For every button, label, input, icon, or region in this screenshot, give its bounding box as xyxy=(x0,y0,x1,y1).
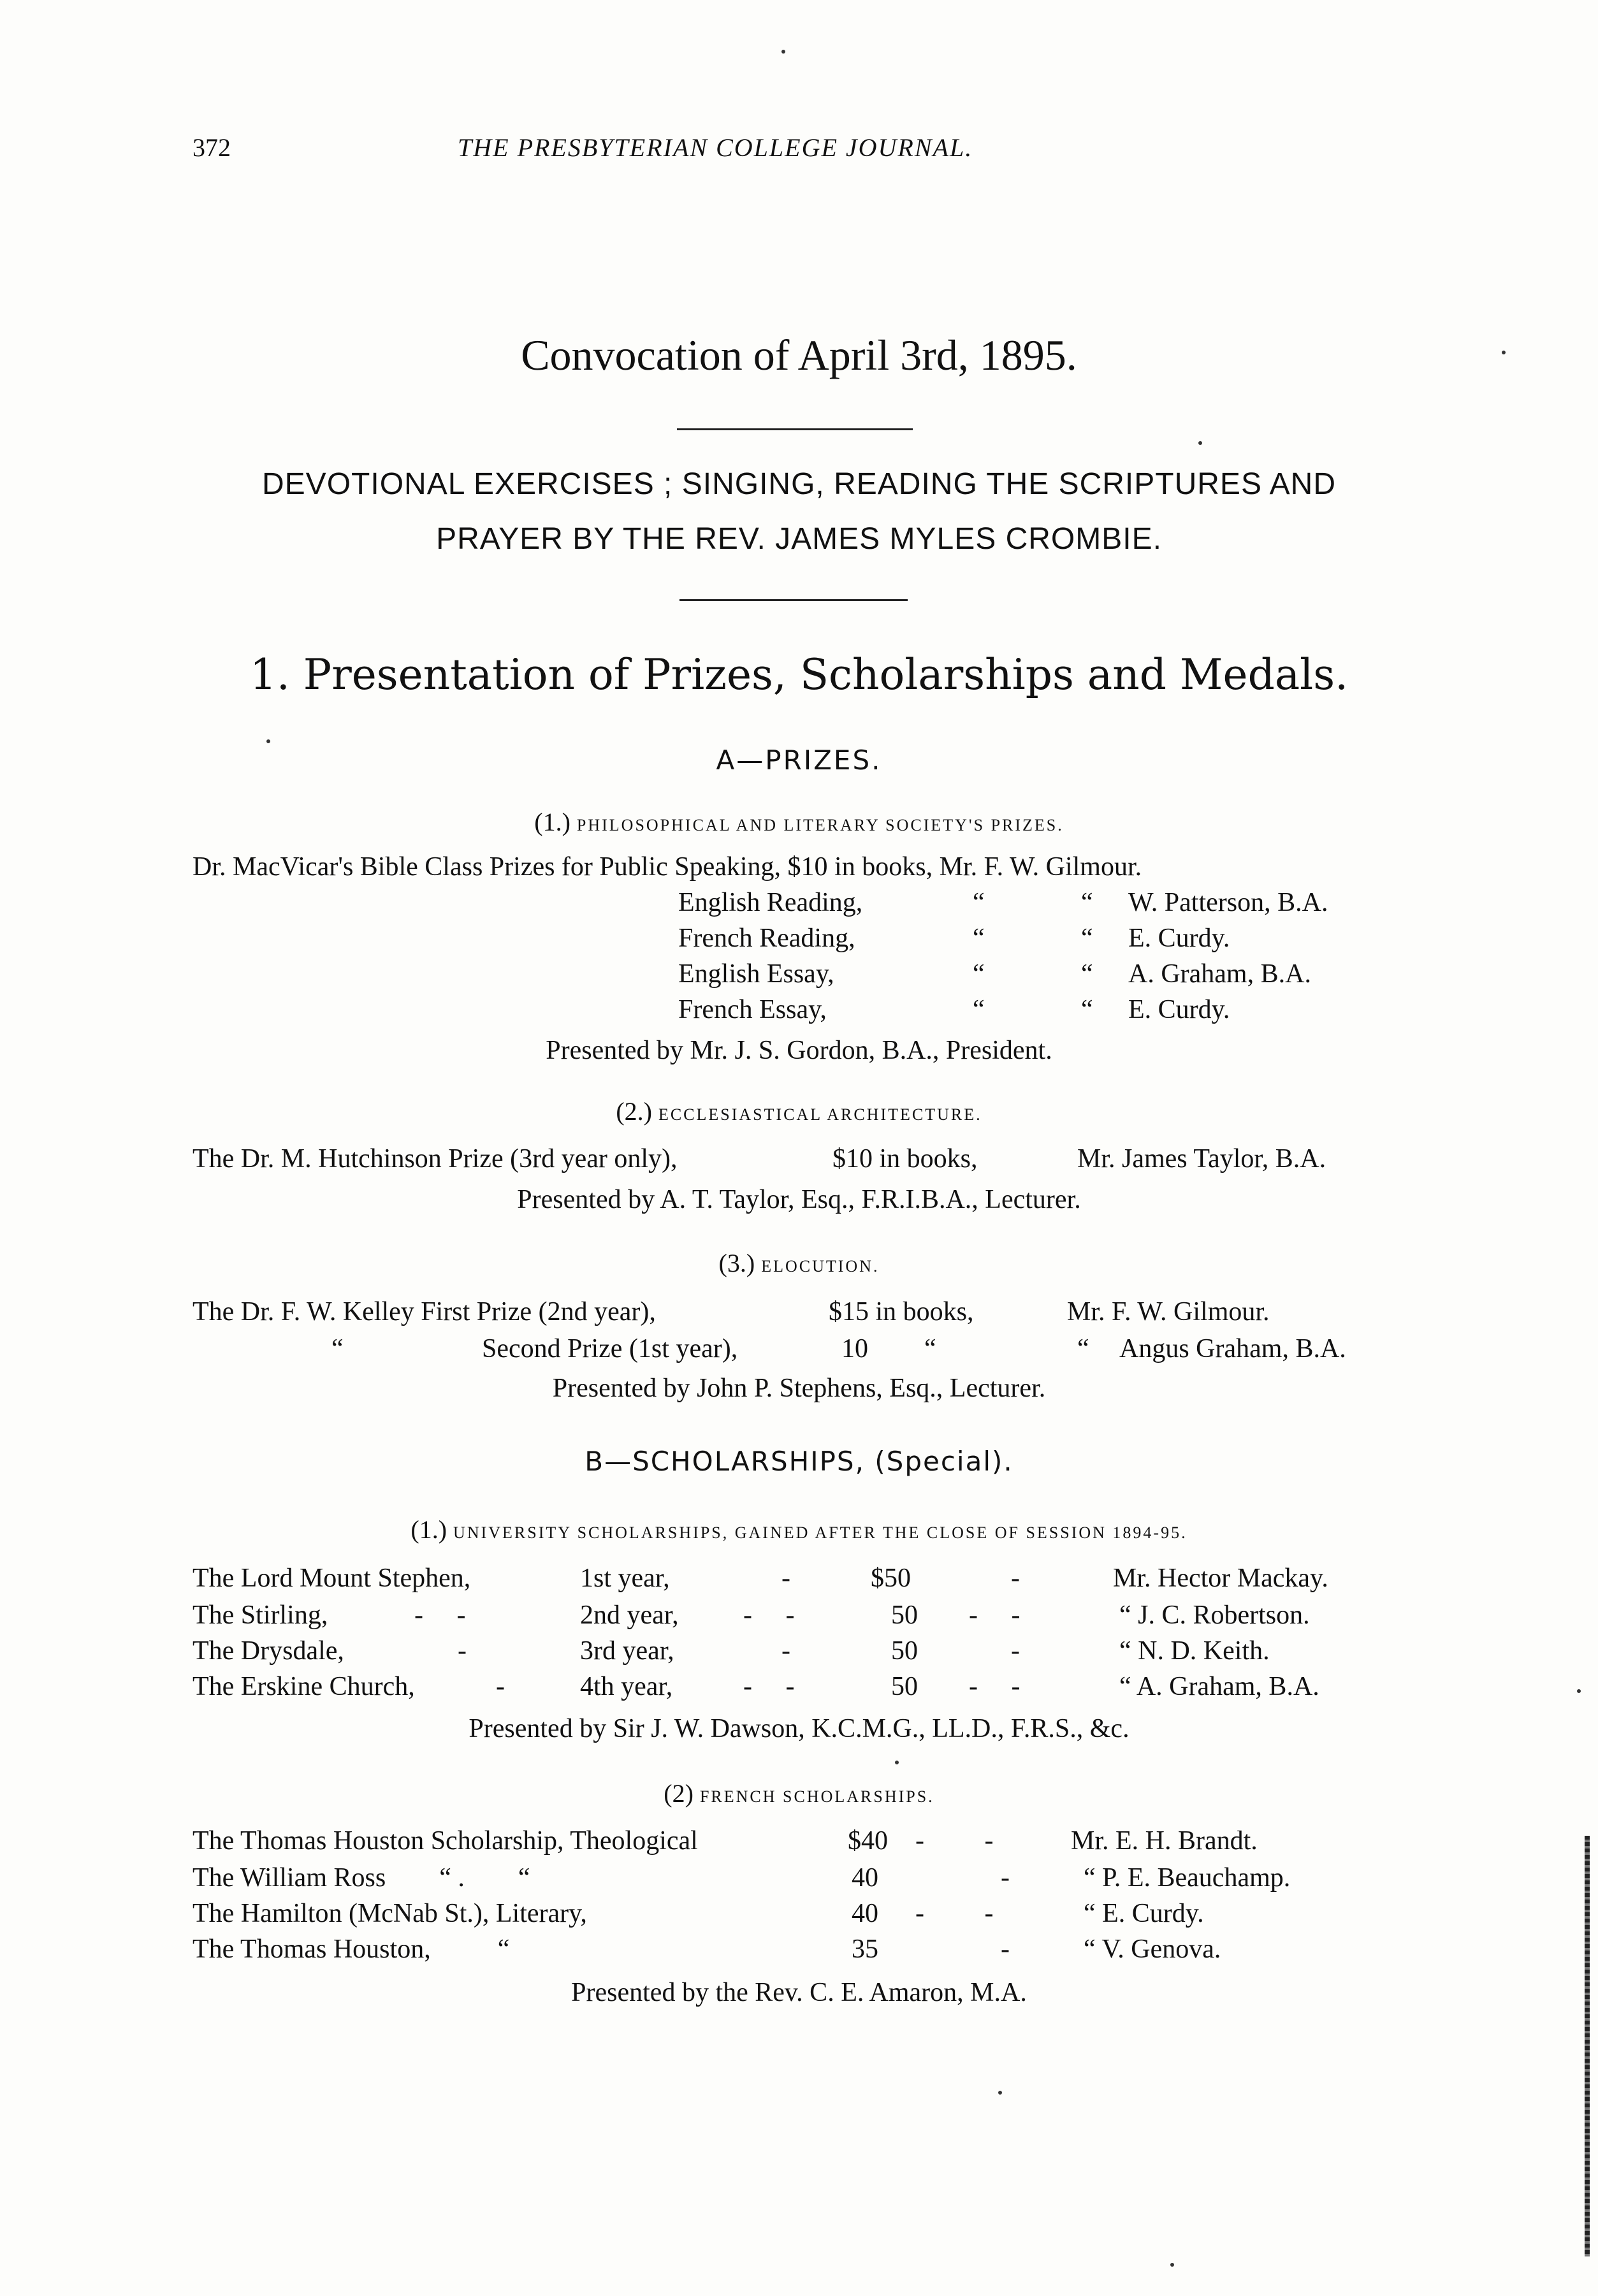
scholarship-year: 1st year, xyxy=(580,1564,670,1593)
prizes-heading: A—PRIZES. xyxy=(716,745,882,776)
ditto-mark: “ xyxy=(973,924,985,953)
scholarship-amount: 50 xyxy=(891,1672,918,1701)
prize-winner: W. Patterson, B.A. xyxy=(1128,888,1328,917)
subsection-number: (2.) xyxy=(616,1097,652,1126)
scholarship-winner: Mr. E. H. Brandt. xyxy=(1071,1826,1258,1856)
subsection-french xyxy=(0,1778,1598,1808)
ditto-mark: “ xyxy=(1081,924,1093,953)
prize-winner: E. Curdy. xyxy=(1128,995,1230,1024)
subsection-title: PHILOSOPHICAL AND LITERARY SOCIETY'S PRIZES. xyxy=(576,816,1064,834)
subsection-number: (1.) xyxy=(534,808,570,836)
devotional-line-2: PRAYER BY THE REV. JAMES MYLES CROMBIE. xyxy=(436,522,1162,556)
subsection-ecclesiastical xyxy=(0,1096,1598,1126)
scan-speck xyxy=(895,1761,899,1764)
presented-by: Presented by Sir J. W. Dawson, K.C.M.G., LL.D., F.R.S., &c. xyxy=(469,1714,1129,1743)
scan-speck xyxy=(781,50,785,54)
section-heading: 1. Presentation of Prizes, Scholarships and Medals. xyxy=(249,650,1349,699)
prize-name: The Dr. F. W. Kelley First Prize (2nd year), xyxy=(192,1297,656,1326)
scholarship-name: The Lord Mount Stephen, xyxy=(192,1564,471,1593)
binding-edge xyxy=(1585,1836,1590,2256)
scholarships-heading: B—SCHOLARSHIPS, (Special). xyxy=(585,1446,1013,1477)
leader-dash: - xyxy=(1011,1636,1020,1666)
scholarship-amount: 35 xyxy=(852,1935,878,1964)
subsection-title: ELOCUTION. xyxy=(761,1257,880,1275)
leader-dash: - - xyxy=(743,1672,795,1701)
scholarship-name: The Stirling, xyxy=(192,1601,328,1630)
prize-name: The Dr. M. Hutchinson Prize (3rd year only), xyxy=(192,1144,678,1173)
presented-by: Presented by Mr. J. S. Gordon, B.A., President. xyxy=(546,1036,1052,1065)
scholarship-amount: 40 xyxy=(852,1863,878,1893)
subsection-elocution xyxy=(0,1248,1598,1278)
subsection-title: FRENCH SCHOLARSHIPS. xyxy=(699,1787,934,1806)
leader-dash: - xyxy=(1001,1863,1010,1893)
scan-speck xyxy=(1502,351,1506,354)
leader-dash: - xyxy=(781,1636,790,1666)
scholarship-year: 3rd year, xyxy=(580,1636,674,1666)
divider xyxy=(677,428,913,430)
prize-subject: French Essay, xyxy=(678,995,827,1024)
scholarship-winner: “ J. C. Robertson. xyxy=(1119,1601,1310,1630)
subsection-title: UNIVERSITY SCHOLARSHIPS, GAINED AFTER THE CLOSE OF SESSION 1894-95. xyxy=(453,1523,1188,1542)
prize-name: Second Prize (1st year), xyxy=(482,1334,738,1363)
scan-speck xyxy=(1577,1689,1581,1693)
scan-speck xyxy=(998,2091,1002,2095)
prize-winner: Angus Graham, B.A. xyxy=(1119,1334,1346,1363)
scholarship-name: The Thomas Houston Scholarship, Theological xyxy=(192,1826,698,1856)
scholarship-winner: “ N. D. Keith. xyxy=(1119,1636,1270,1666)
prize-subject: French Reading, xyxy=(678,924,855,953)
scholarship-winner: “ E. Curdy. xyxy=(1084,1899,1204,1928)
subsection-number: (1.) xyxy=(410,1515,447,1544)
leader-dash: - xyxy=(496,1672,505,1701)
scholarship-amount: $50 xyxy=(871,1564,911,1593)
scholarship-winner: Mr. Hector Mackay. xyxy=(1113,1564,1328,1593)
scholarship-winner: “ P. E. Beauchamp. xyxy=(1084,1863,1291,1893)
ditto-mark: “ xyxy=(973,995,985,1024)
ditto-mark: “ xyxy=(924,1334,936,1363)
leader-dash: - xyxy=(458,1636,467,1666)
subsection-title: ECCLESIASTICAL ARCHITECTURE. xyxy=(658,1105,982,1124)
prize-winner: A. Graham, B.A. xyxy=(1128,959,1311,989)
leader-dash: - - xyxy=(969,1601,1021,1630)
ditto-mark: “ xyxy=(331,1334,344,1363)
prize-winner: Mr. F. W. Gilmour. xyxy=(1067,1297,1270,1326)
subsection-number: (3.) xyxy=(718,1249,755,1277)
scan-speck xyxy=(266,739,270,743)
prize-winner: E. Curdy. xyxy=(1128,924,1230,953)
ditto-mark: “ xyxy=(1081,995,1093,1024)
scholarship-amount: $40 xyxy=(848,1826,888,1856)
scholarship-year: 4th year, xyxy=(580,1672,673,1701)
bible-class-intro: Dr. MacVicar's Bible Class Prizes for Public Speaking, $10 in books, Mr. F. W. Gilmour. xyxy=(192,852,1142,882)
running-title: THE PRESBYTERIAN COLLEGE JOURNAL. xyxy=(458,133,973,162)
subsection-number: (2) xyxy=(664,1779,694,1808)
scholarship-name: The Hamilton (McNab St.), Literary, xyxy=(192,1899,587,1928)
leader-dash: - - xyxy=(915,1826,994,1856)
ditto-mark: “ xyxy=(1081,959,1093,989)
scholarship-amount: 50 xyxy=(891,1636,918,1666)
subsection-philosophical xyxy=(0,807,1598,837)
leader-dash: - - xyxy=(915,1899,994,1928)
presented-by: Presented by John P. Stephens, Esq., Lecturer. xyxy=(552,1374,1046,1403)
ditto-mark: “ xyxy=(973,959,985,989)
leader-dash: - - xyxy=(969,1672,1021,1701)
leader-dash: - - xyxy=(743,1601,795,1630)
page-title: Convocation of April 3rd, 1895. xyxy=(521,331,1077,379)
scholarship-winner: “ V. Genova. xyxy=(1084,1935,1221,1964)
ditto-mark: “ xyxy=(1077,1334,1089,1363)
scan-speck xyxy=(1170,2263,1174,2267)
scholarship-amount: 50 xyxy=(891,1601,918,1630)
scholarship-winner: “ A. Graham, B.A. xyxy=(1119,1672,1319,1701)
leader-dash: - xyxy=(781,1564,790,1593)
prize-subject: English Reading, xyxy=(678,888,863,917)
divider xyxy=(679,599,908,601)
prize-winner: Mr. James Taylor, B.A. xyxy=(1077,1144,1326,1173)
prize-subject: English Essay, xyxy=(678,959,834,989)
prize-amount: 10 xyxy=(841,1334,868,1363)
subsection-university xyxy=(0,1515,1598,1544)
ditto-mark: “ xyxy=(1081,888,1093,917)
scholarship-amount: 40 xyxy=(852,1899,878,1928)
prize-amount: $15 in books, xyxy=(829,1297,974,1326)
scan-speck xyxy=(1198,441,1202,445)
scholarship-name: The William Ross “ . “ xyxy=(192,1863,530,1893)
page-number: 372 xyxy=(192,133,231,162)
ditto-mark: “ xyxy=(973,888,985,917)
scholarship-name: The Thomas Houston, “ xyxy=(192,1935,510,1964)
leader-dash: - xyxy=(1001,1935,1010,1964)
devotional-line-1: DEVOTIONAL EXERCISES ; SINGING, READING THE SCRIPTURES AND xyxy=(262,467,1336,501)
leader-dash: - xyxy=(1011,1564,1020,1593)
scholarship-year: 2nd year, xyxy=(580,1601,679,1630)
presented-by: Presented by the Rev. C. E. Amaron, M.A. xyxy=(571,1978,1027,2007)
leader-dash: - - xyxy=(414,1601,466,1630)
presented-by: Presented by A. T. Taylor, Esq., F.R.I.B.A., Lecturer. xyxy=(517,1185,1081,1214)
scholarship-name: The Drysdale, xyxy=(192,1636,344,1666)
prize-amount: $10 in books, xyxy=(832,1144,978,1173)
scholarship-name: The Erskine Church, xyxy=(192,1672,415,1701)
